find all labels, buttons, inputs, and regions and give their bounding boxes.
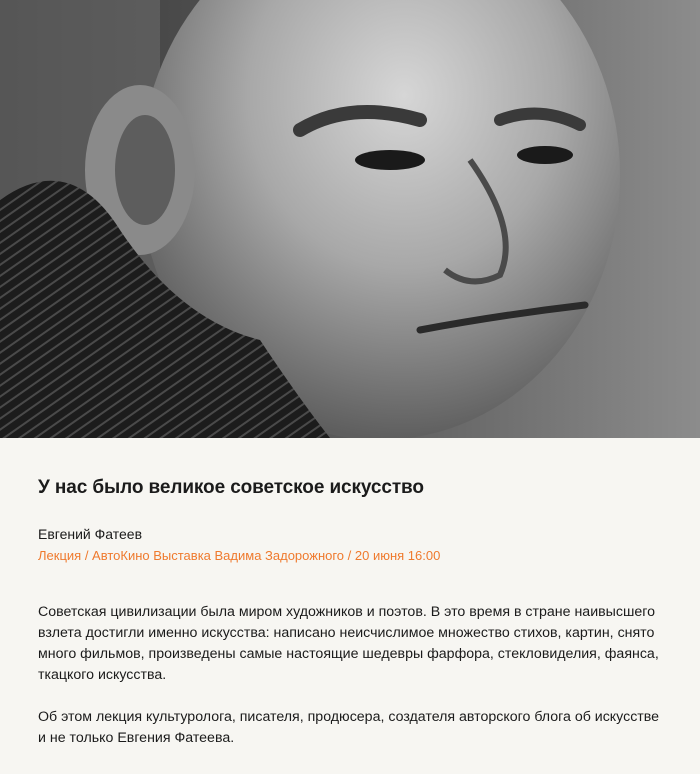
event-venue-link[interactable]: АвтоКино Выставка Вадима Задорожного <box>92 548 345 563</box>
event-meta <box>38 546 662 566</box>
event-title: У нас было великое советское искусство <box>38 477 424 498</box>
event-author: Евгений Фатеев <box>38 526 143 542</box>
description-paragraph: Об этом лекция культуролога, писателя, продюсера, создателя авторского блога об искусстве и не только Евгения Фатеева. <box>38 709 660 746</box>
event-type-link[interactable]: Лекция <box>38 548 82 563</box>
event-description <box>38 602 662 749</box>
meta-separator: / <box>344 548 355 563</box>
meta-separator: / <box>81 548 93 563</box>
event-details <box>0 438 700 749</box>
description-paragraph: Советская цивилизации была миром художников и поэтов. В это время в стране наивысшего взлета достигли именно искусства: написано неисчислимое множество стихов, картин, снято много фильмов, произведены самые настоящие шедевры фарфора, стекловиделия, фаянса, ткацкого искусства. <box>38 604 659 683</box>
event-datetime: 20 июня 16:00 <box>354 548 441 563</box>
